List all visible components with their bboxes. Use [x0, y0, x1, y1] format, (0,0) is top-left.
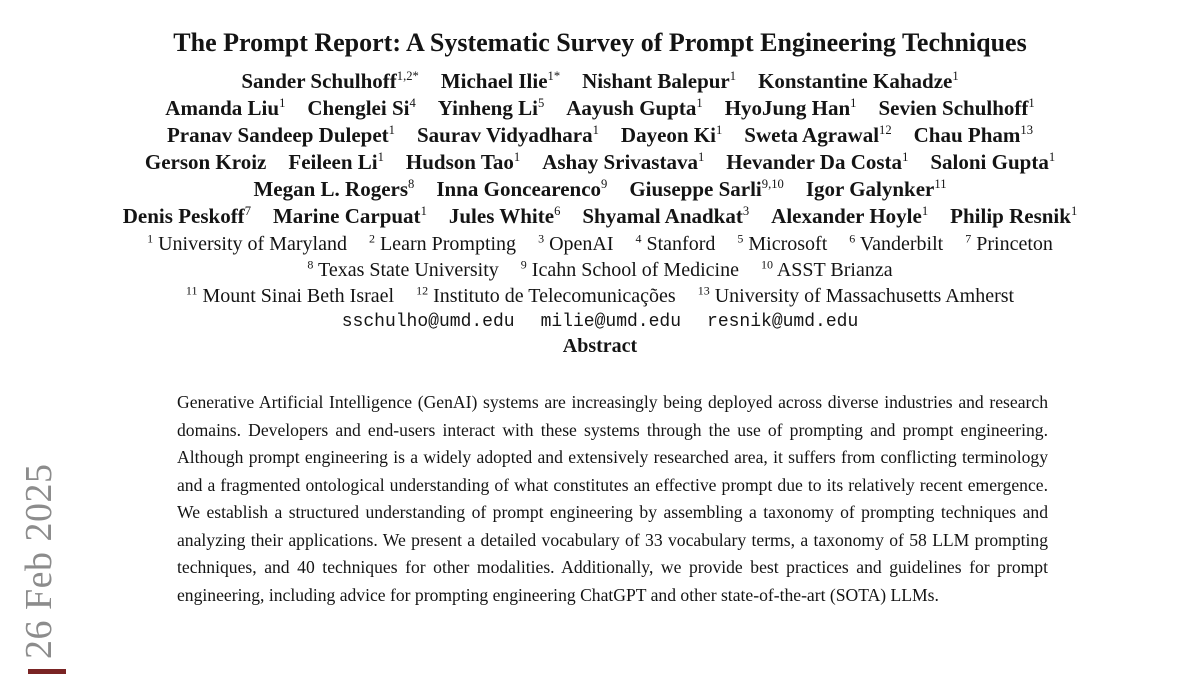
- affiliation-superscript: 1: [729, 69, 737, 83]
- affiliation-superscript: 1: [696, 96, 703, 110]
- affiliation-superscript: 1: [921, 204, 929, 218]
- affiliation-superscript: 1: [1028, 96, 1035, 110]
- author-line: [0, 68, 1200, 95]
- affiliation-superscript: 6: [849, 231, 856, 246]
- affiliation-name: $^5$ Microsoft: [737, 231, 828, 255]
- author-name: Saurav Vidyadhara$^1$: [416, 123, 599, 147]
- affiliation-superscript: 8: [307, 257, 314, 272]
- author-name: Philip Resnik$^1$: [950, 204, 1078, 228]
- author-name: Feileen Li$^1$: [288, 150, 384, 174]
- author-name: Ashay Srivastava$^1$: [542, 150, 705, 174]
- affiliation-superscript: 1: [1070, 204, 1078, 218]
- author-name: Saloni Gupta$^1$: [930, 150, 1056, 174]
- affiliation-superscript: 13: [1020, 123, 1034, 137]
- abstract-heading: Abstract: [562, 335, 638, 357]
- author-line: [0, 149, 1200, 176]
- author-name: HyoJung Han$^1$: [724, 96, 857, 120]
- affiliation-superscript: 1: [279, 96, 286, 110]
- arxiv-date-watermark: 26 Feb 2025: [18, 463, 60, 659]
- author-name: Inna Goncearenco$^9$: [436, 177, 608, 201]
- affiliation-superscript: 1: [592, 123, 599, 137]
- email-address: resnik@umd.edu: [707, 312, 859, 332]
- affiliation-block: [0, 231, 1200, 309]
- affiliation-name: $^3$ OpenAI: [538, 231, 614, 255]
- affiliation-superscript: 7: [244, 204, 251, 218]
- affiliation-name: $^2$ Learn Prompting: [368, 231, 517, 255]
- author-name: Hevander Da Costa$^1$: [726, 150, 909, 174]
- author-line: [0, 203, 1200, 230]
- author-name: Pranav Sandeep Dulepet$^1$: [166, 123, 395, 147]
- affiliation-superscript: 13: [697, 283, 710, 298]
- author-name: Alexander Hoyle$^1$: [771, 204, 929, 228]
- affiliation-name: $^1$ University of Maryland: [147, 231, 347, 255]
- author-name: Amanda Liu$^1$: [165, 96, 286, 120]
- affiliation-superscript: 7: [965, 231, 972, 246]
- affiliation-superscript: 1: [513, 150, 521, 164]
- affiliation-line: [0, 257, 1200, 283]
- affiliation-superscript: 4: [635, 231, 642, 246]
- author-name: Konstantine Kahadze$^1$: [758, 69, 959, 93]
- author-name: Sweta Agrawal$^{12}$: [744, 123, 892, 147]
- affiliation-name: $^7$ Princeton: [965, 231, 1053, 255]
- author-line: [0, 95, 1200, 122]
- affiliation-superscript: 1: [716, 123, 723, 137]
- affiliation-superscript: 11: [185, 283, 198, 298]
- author-name: Dayeon Ki$^1$: [620, 123, 723, 147]
- affiliation-superscript: 1: [952, 69, 959, 83]
- paper-title: The Prompt Report: A Systematic Survey of Prompt Engineering Techniques: [173, 28, 1027, 57]
- author-name: Sander Schulhoff$^{1,2*}$: [241, 69, 419, 93]
- author-line: [0, 176, 1200, 203]
- affiliation-superscript: 12: [416, 283, 429, 298]
- affiliation-superscript: 5: [537, 96, 545, 110]
- affiliation-superscript: 8: [408, 177, 415, 191]
- affiliation-superscript: 1: [147, 231, 154, 246]
- affiliation-superscript: 9,10: [761, 177, 784, 191]
- affiliation-superscript: 1: [1048, 150, 1056, 164]
- author-line: [0, 122, 1200, 149]
- author-name: Megan L. Rogers$^8$: [253, 177, 415, 201]
- author-name: Nishant Balepur$^1$: [582, 69, 737, 93]
- affiliation-superscript: 10: [760, 257, 773, 272]
- affiliation-superscript: 1: [902, 150, 909, 164]
- affiliation-superscript: 1: [850, 96, 857, 110]
- author-name: Chau Pham$^{13}$: [913, 123, 1034, 147]
- affiliation-name: $^8$ Texas State University: [307, 257, 499, 281]
- affiliation-superscript: 1*: [547, 69, 561, 83]
- affiliation-superscript: 9: [601, 177, 608, 191]
- affiliation-name: $^4$ Stanford: [635, 231, 716, 255]
- affiliation-name: $^9$ Icahn School of Medicine: [520, 257, 739, 281]
- affiliation-superscript: 5: [737, 231, 744, 246]
- email-address: sschulho@umd.edu: [341, 312, 515, 332]
- author-name: Yinheng Li$^5$: [437, 96, 545, 120]
- author-name: Chenglei Si$^4$: [307, 96, 416, 120]
- affiliation-superscript: 1: [377, 150, 384, 164]
- author-name: Aayush Gupta$^1$: [566, 96, 703, 120]
- affiliation-superscript: 6: [554, 204, 561, 218]
- affiliation-line: [0, 283, 1200, 309]
- affiliation-superscript: 11: [934, 177, 947, 191]
- author-block: [0, 68, 1200, 230]
- abstract-text: Generative Artificial Intelligence (GenAI) systems are increasingly being deployed across diverse industries and research domains. Developers and end-users interact with these systems through the use of prompting and prompt engineering. Although prompt engineering is a widely adopted and extensively researched area, it suffers from conflicting terminology and a fragmented ontological understanding of what constitutes an effective prompt due to its relatively recent emergence. We establish a structured understanding of prompt engineering by assembling a taxonomy of prompting techniques and analyzing their applications. We present a detailed vocabulary of 33 vocabulary terms, a taxonomy of 58 LLM prompting techniques, and 40 techniques for other modalities. Additionally, we provide best practices and guidelines for prompt engineering, including advice for prompting engineering ChatGPT and other state-of-the-art (SOTA) LLMs.: [177, 392, 1048, 605]
- watermark-cutoff-fragment: [28, 669, 66, 674]
- affiliation-superscript: 1: [697, 150, 705, 164]
- affiliation-name: $^{10}$ ASST Brianza: [760, 257, 893, 281]
- affiliation-superscript: 1: [420, 204, 427, 218]
- affiliation-line: [0, 231, 1200, 257]
- affiliation-name: $^6$ Vanderbilt: [849, 231, 944, 255]
- affiliation-superscript: 1,2*: [396, 69, 419, 83]
- affiliation-superscript: 3: [742, 204, 750, 218]
- email-address: milie@umd.edu: [540, 312, 682, 332]
- author-name: Shyamal Anadkat$^3$: [582, 204, 750, 228]
- author-name: Igor Galynker$^{11}$: [805, 177, 947, 201]
- author-name: Giuseppe Sarli$^{9,10}$: [629, 177, 784, 201]
- author-name: Denis Peskoff$^7$: [122, 204, 251, 228]
- affiliation-superscript: 2: [368, 231, 375, 246]
- affiliation-superscript: 9: [520, 257, 527, 272]
- affiliation-superscript: 12: [879, 123, 892, 137]
- affiliation-name: $^{12}$ Instituto de Telecomunicações: [416, 283, 676, 307]
- author-name: Hudson Tao$^1$: [405, 150, 521, 174]
- affiliation-name: $^{13}$ University of Massachusetts Amherst: [697, 283, 1015, 307]
- email-line: [0, 310, 1200, 334]
- affiliation-superscript: 1: [388, 123, 395, 137]
- author-name: Jules White$^6$: [448, 204, 561, 228]
- author-name: Sevien Schulhoff$^1$: [878, 96, 1035, 120]
- author-name: Marine Carpuat$^1$: [272, 204, 427, 228]
- affiliation-superscript: 3: [538, 231, 545, 246]
- author-name: Gerson Kroiz: [144, 150, 267, 174]
- paper-page: [0, 26, 1200, 674]
- affiliation-superscript: 4: [409, 96, 416, 110]
- affiliation-name: $^{11}$ Mount Sinai Beth Israel: [185, 283, 395, 307]
- author-name: Michael Ilie$^{1*}$: [440, 69, 561, 93]
